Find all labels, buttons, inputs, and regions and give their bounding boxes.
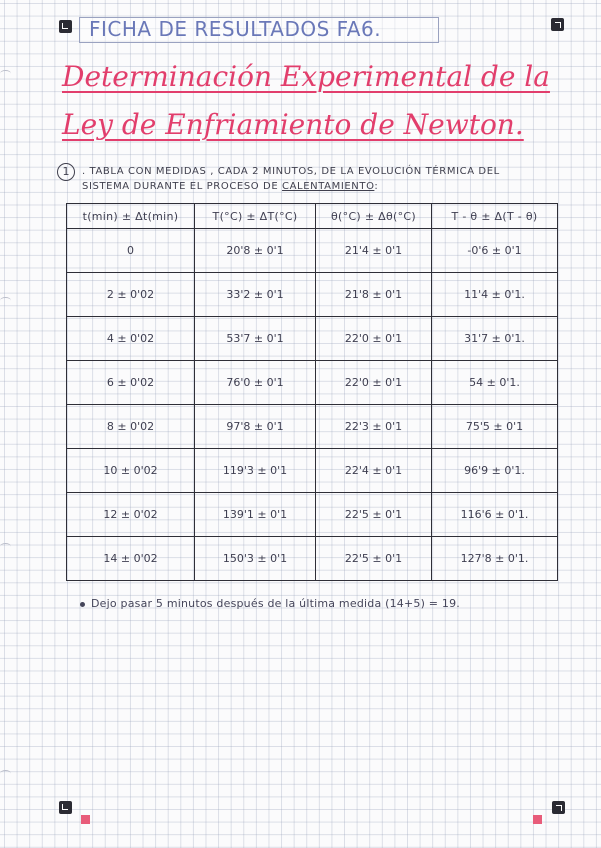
table-cell: 75'5 ± 0'1 xyxy=(432,405,558,449)
section-text-prefix: SISTEMA DURANTE EL PROCESO DE xyxy=(82,181,283,192)
title-line-1: Determinación Experimental de la xyxy=(62,60,550,93)
table-cell: 11'4 ± 0'1. xyxy=(432,273,558,317)
binder-hole xyxy=(0,297,11,304)
table-cell: 119'3 ± 0'1 xyxy=(195,449,316,493)
column-header: T(°C) ± ΔT(°C) xyxy=(195,204,316,229)
table-cell: 22'0 ± 0'1 xyxy=(316,361,432,405)
section-number: 1 xyxy=(57,163,75,181)
table-cell: 8 ± 0'02 xyxy=(67,405,195,449)
header-title: FICHA DE RESULTADOS FA6. xyxy=(89,17,382,41)
table-header-row xyxy=(67,204,558,229)
footnote xyxy=(80,597,460,610)
table-cell: 127'8 ± 0'1. xyxy=(432,537,558,581)
table-cell: 33'2 ± 0'1 xyxy=(195,273,316,317)
table-cell: 20'8 ± 0'1 xyxy=(195,229,316,273)
column-header: t(min) ± Δt(min) xyxy=(67,204,195,229)
table-cell: 150'3 ± 0'1 xyxy=(195,537,316,581)
table-cell: 12 ± 0'02 xyxy=(67,493,195,537)
table-cell: 14 ± 0'02 xyxy=(67,537,195,581)
binder-hole xyxy=(0,770,11,777)
section-text-line-2 xyxy=(82,181,378,192)
title-line-2: Ley de Enfriamiento de Newton. xyxy=(62,108,524,141)
table-cell: 116'6 ± 0'1. xyxy=(432,493,558,537)
table-cell: 139'1 ± 0'1 xyxy=(195,493,316,537)
binder-hole xyxy=(0,543,11,550)
table-cell: 4 ± 0'02 xyxy=(67,317,195,361)
table-cell: -0'6 ± 0'1 xyxy=(432,229,558,273)
binder-hole xyxy=(0,70,11,77)
bottom-left-pink-square xyxy=(81,815,90,824)
section-text-line-1: . TABLA CON MEDIDAS , CADA 2 MINUTOS, DE LA EVOLUCIÓN TÉRMICA DEL xyxy=(82,166,500,177)
section-text-underlined: CALENTAMIENTO xyxy=(282,181,375,192)
table-cell: 96'9 ± 0'1. xyxy=(432,449,558,493)
table-row xyxy=(67,317,558,361)
table-cell: 22'0 ± 0'1 xyxy=(316,317,432,361)
table-row xyxy=(67,537,558,581)
bullet-icon xyxy=(80,602,85,607)
bottom-left-corner-icon xyxy=(59,801,72,814)
table-cell: 10 ± 0'02 xyxy=(67,449,195,493)
section-text-suffix: : xyxy=(374,181,379,192)
table-cell: 22'5 ± 0'1 xyxy=(316,493,432,537)
table-cell: 21'4 ± 0'1 xyxy=(316,229,432,273)
table-cell: 97'8 ± 0'1 xyxy=(195,405,316,449)
table-cell: 54 ± 0'1. xyxy=(432,361,558,405)
table-row xyxy=(67,229,558,273)
bottom-right-pink-square xyxy=(533,815,542,824)
table-cell: 22'5 ± 0'1 xyxy=(316,537,432,581)
top-left-corner-icon xyxy=(59,20,72,33)
footnote-text: Dejo pasar 5 minutos después de la última medida (14+5) = 19. xyxy=(91,597,460,610)
table-cell: 22'4 ± 0'1 xyxy=(316,449,432,493)
top-right-corner-icon xyxy=(551,18,564,31)
column-header: θ(°C) ± Δθ(°C) xyxy=(316,204,432,229)
table-cell: 53'7 ± 0'1 xyxy=(195,317,316,361)
table-row xyxy=(67,273,558,317)
table-row xyxy=(67,405,558,449)
table-cell: 21'8 ± 0'1 xyxy=(316,273,432,317)
table-row xyxy=(67,449,558,493)
table-cell: 22'3 ± 0'1 xyxy=(316,405,432,449)
table-cell: 6 ± 0'02 xyxy=(67,361,195,405)
table-cell: 31'7 ± 0'1. xyxy=(432,317,558,361)
column-header: T - θ ± Δ(T - θ) xyxy=(432,204,558,229)
measurements-table xyxy=(66,203,558,581)
bottom-right-corner-icon xyxy=(552,801,565,814)
table-row xyxy=(67,493,558,537)
table-row xyxy=(67,361,558,405)
table-cell: 0 xyxy=(67,229,195,273)
table-cell: 2 ± 0'02 xyxy=(67,273,195,317)
table-cell: 76'0 ± 0'1 xyxy=(195,361,316,405)
